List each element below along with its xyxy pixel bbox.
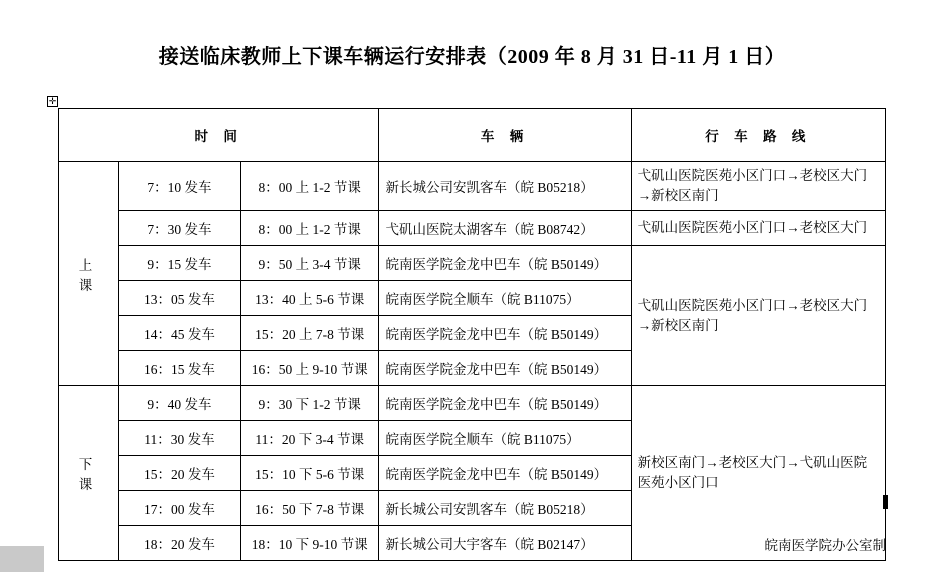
class-time: 16：50 下 7-8 节课: [240, 491, 379, 526]
class-time: 15：10 下 5-6 节课: [240, 456, 379, 491]
depart-time: 14：45 发车: [118, 316, 240, 351]
table-row: [59, 246, 886, 281]
vehicle-name: 皖南医学院全顺车（皖 B11075）: [379, 421, 631, 456]
class-time: 9：50 上 3-4 节课: [240, 246, 379, 281]
class-time: 16：50 上 9-10 节课: [240, 351, 379, 386]
class-time: 11：20 下 3-4 节课: [240, 421, 379, 456]
class-time: 13：40 上 5-6 节课: [240, 281, 379, 316]
depart-time: 17：00 发车: [118, 491, 240, 526]
route-text: 弋矶山医院医苑小区门口→老校区大门→新校区南门: [631, 246, 885, 386]
vehicle-name: 皖南医学院金龙中巴车（皖 B50149）: [379, 246, 631, 281]
route-text: 弋矶山医院医苑小区门口→老校区大门→新校区南门: [631, 162, 885, 211]
table-header-row: [59, 109, 886, 162]
header-vehicle: 车 辆: [379, 109, 631, 162]
route-text: 弋矶山医院医苑小区门口→老校区大门: [631, 211, 885, 246]
header-time: 时 间: [59, 109, 379, 162]
depart-time: 18：20 发车: [118, 526, 240, 561]
vehicle-name: 弋矶山医院太湖客车（皖 B08742）: [379, 211, 631, 246]
depart-time: 9：15 发车: [118, 246, 240, 281]
scroll-marker: [883, 495, 888, 509]
schedule-table: [58, 108, 886, 561]
class-time: 8：00 上 1-2 节课: [240, 211, 379, 246]
table-move-handle[interactable]: [47, 96, 58, 107]
depart-time: 16：15 发车: [118, 351, 240, 386]
page-corner-artifact: [0, 546, 44, 572]
depart-time: 7：10 发车: [118, 162, 240, 211]
class-time: 15：20 上 7-8 节课: [240, 316, 379, 351]
table-row: [59, 211, 886, 246]
vehicle-name: 新长城公司安凯客车（皖 B05218）: [379, 491, 631, 526]
header-route: 行 车 路 线: [631, 109, 885, 162]
depart-time: 13：05 发车: [118, 281, 240, 316]
session-label-morning: 上 课: [59, 162, 119, 386]
vehicle-name: 皖南医学院金龙中巴车（皖 B50149）: [379, 351, 631, 386]
class-time: 18：10 下 9-10 节课: [240, 526, 379, 561]
vehicle-name: 皖南医学院金龙中巴车（皖 B50149）: [379, 456, 631, 491]
depart-time: 15：20 发车: [118, 456, 240, 491]
session-label-afternoon: 下 课: [59, 386, 119, 561]
depart-time: 9：40 发车: [118, 386, 240, 421]
page-title: 接送临床教师上下课车辆运行安排表（2009 年 8 月 31 日-11 月 1 日）: [158, 46, 786, 68]
depart-time: 7：30 发车: [118, 211, 240, 246]
table-row: [59, 162, 886, 211]
vehicle-name: 新长城公司大宇客车（皖 B02147）: [379, 526, 631, 561]
vehicle-name: 新长城公司安凯客车（皖 B05218）: [379, 162, 631, 211]
vehicle-name: 皖南医学院全顺车（皖 B11075）: [379, 281, 631, 316]
route-text: 新校区南门→老校区大门→弋矶山医院医苑小区门口: [631, 386, 885, 561]
table-row: [59, 386, 886, 421]
class-time: 8：00 上 1-2 节课: [240, 162, 379, 211]
vehicle-name: 皖南医学院金龙中巴车（皖 B50149）: [379, 316, 631, 351]
class-time: 9：30 下 1-2 节课: [240, 386, 379, 421]
depart-time: 11：30 发车: [118, 421, 240, 456]
footer-note: 皖南医学院办公室制: [764, 538, 886, 553]
vehicle-name: 皖南医学院金龙中巴车（皖 B50149）: [379, 386, 631, 421]
